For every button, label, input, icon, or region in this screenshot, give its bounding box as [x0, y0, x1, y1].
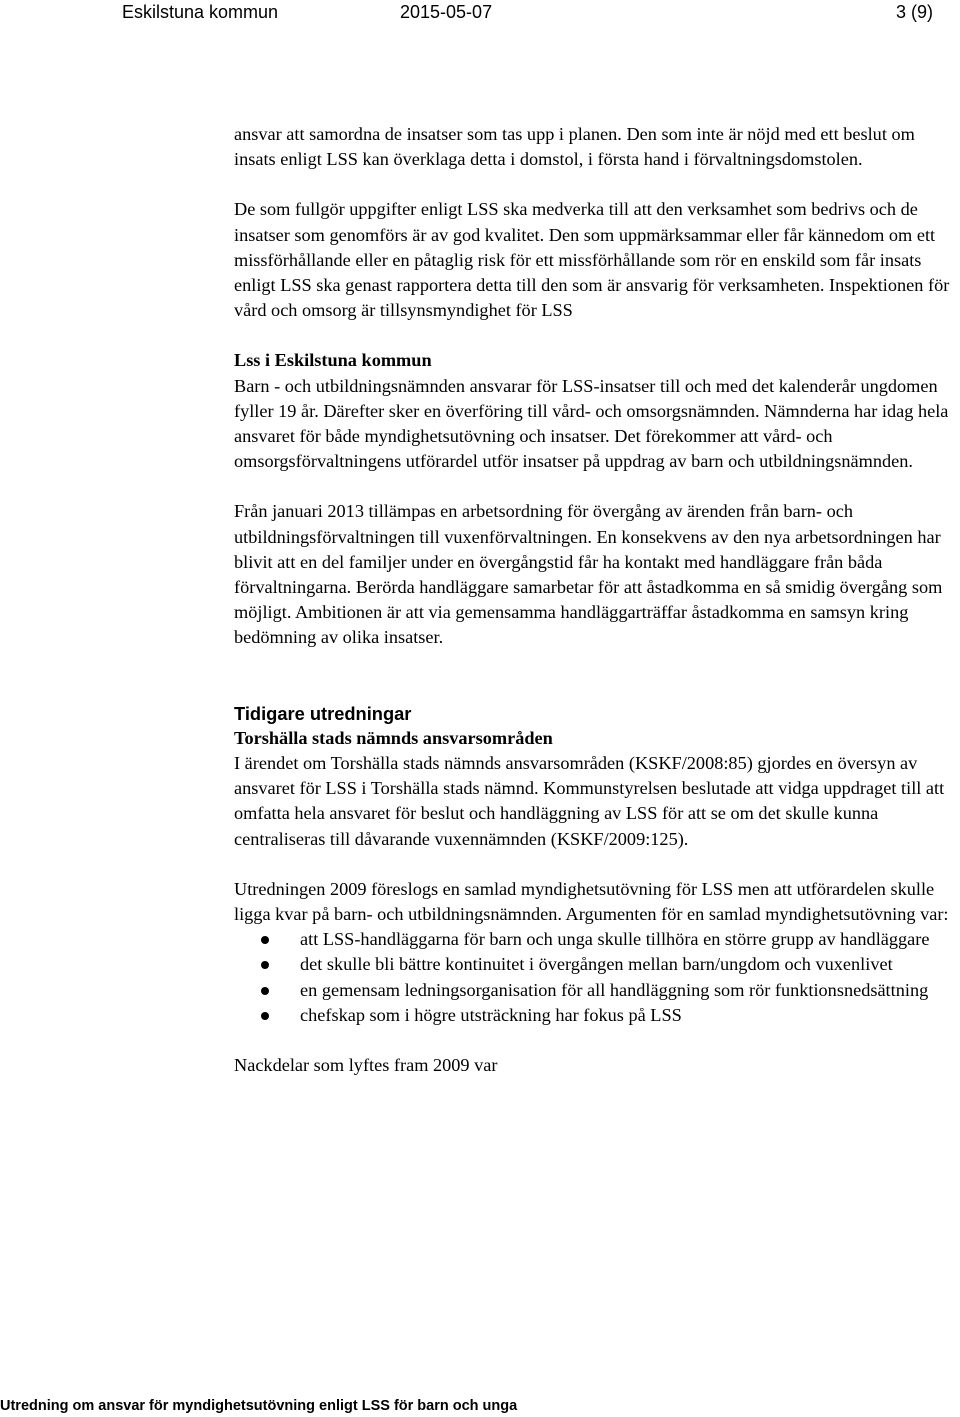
list-item-text: att LSS-handläggarna för barn och unga skulle tillhöra en större grupp av handläggare [300, 929, 930, 950]
list-item [234, 952, 960, 977]
page-header [0, 0, 960, 36]
bullet-icon [261, 987, 269, 995]
list-item-text: en gemensam ledningsorganisation för all handläggning som rör funktionsnedsättning [300, 979, 929, 1000]
paragraph-1: ansvar att samordna de insatser som tas upp i planen. Den som inte är nöjd med ett beslut om insats enligt LSS kan överklaga detta i domstol, i första hand i förvaltningsdomstolen. [234, 124, 915, 170]
bullet-icon [261, 936, 269, 944]
bullet-icon [261, 961, 269, 969]
section-heading-tidigare-utredningar: Tidigare utredningar [234, 702, 412, 724]
paragraph-5: I ärendet om Torshälla stads nämnds ansvarsområden (KSKF/2008:85) gjordes en översyn av ansvaret för LSS i Torshälla stads nämnd. Kommunstyrelsen beslutade att vidga uppdraget till att omfatta hela ansvaret för beslut och handläggning av LSS för att se om det skulle kunna centraliseras till dåvarande vuxennämnden (KSKF/2009:125). [234, 753, 945, 849]
subheading-torshalla: Torshälla stads nämnds ansvarsområden [234, 727, 553, 748]
header-page-number: 3 (9) [896, 2, 934, 22]
section-heading-lss-eskilstuna: Lss i Eskilstuna kommun [234, 350, 432, 371]
header-organization: Eskilstuna kommun [122, 2, 279, 22]
paragraph-6: Utredningen 2009 föreslogs en samlad myndighetsutövning för LSS men att utförardelen skulle ligga kvar på barn- och utbildningsnämnden. Argumenten för en samlad myndighetsutövning var: [234, 878, 949, 925]
bullet-icon [261, 1012, 269, 1020]
list-item [234, 978, 960, 1003]
paragraph-7: Nackdelar som lyftes fram 2009 var [234, 1055, 498, 1076]
list-item [234, 1003, 960, 1028]
document-body [234, 122, 960, 1078]
list-item [234, 927, 960, 952]
list-item-text: det skulle bli bättre kontinuitet i övergången mellan barn/ungdom och vuxenlivet [300, 954, 893, 975]
list-item-text: chefskap som i högre utsträckning har fokus på LSS [300, 1004, 682, 1025]
paragraph-4: Från januari 2013 tillämpas en arbetsordning för övergång av ärenden från barn- och utbildningsförvaltningen till vuxenförvaltningen. En konsekvens av den nya arbetsordningen har blivit att en del familjer under en övergångstid får ha kontakt med handläggare från båda förvaltningarna. Berörda handläggare samarbetar för att åstadkomma en så smidig övergång som möjligt. Ambitionen är att via gemensamma handläggarträffar åstadkomma en samsyn kring bedömning av olika insatser. [234, 501, 943, 648]
paragraph-2: De som fullgör uppgifter enligt LSS ska medverka till att den verksamhet som bedrivs och de insatser som genomförs är av god kvalitet. Den som uppmärksammar eller får kännedom om ett missförhållande eller en påtaglig risk för ett missförhållande som rör en enskild som får insats enligt LSS ska genast rapportera detta till den som är ansvarig för verksamheten. Inspektionen för vård och omsorg är tillsynsmyndighet för LSS [234, 199, 950, 321]
paragraph-3: Barn - och utbildningsnämnden ansvarar för LSS-insatser till och med det kalenderår ungdomen fyller 19 år. Därefter sker en överföring till vård- och omsorgsnämnden. Nämnderna har idag hela ansvaret för både myndighetsutövning och insatser. Det förekommer att vård- och omsorgsförvaltningens utförardel utför insatser på uppdrag av barn och utbildningsnämnden. [234, 375, 949, 472]
argument-list [234, 927, 960, 1028]
page-footer: Utredning om ansvar för myndighetsutövning enligt LSS för barn och unga [0, 1398, 518, 1414]
header-date: 2015-05-07 [400, 2, 493, 22]
